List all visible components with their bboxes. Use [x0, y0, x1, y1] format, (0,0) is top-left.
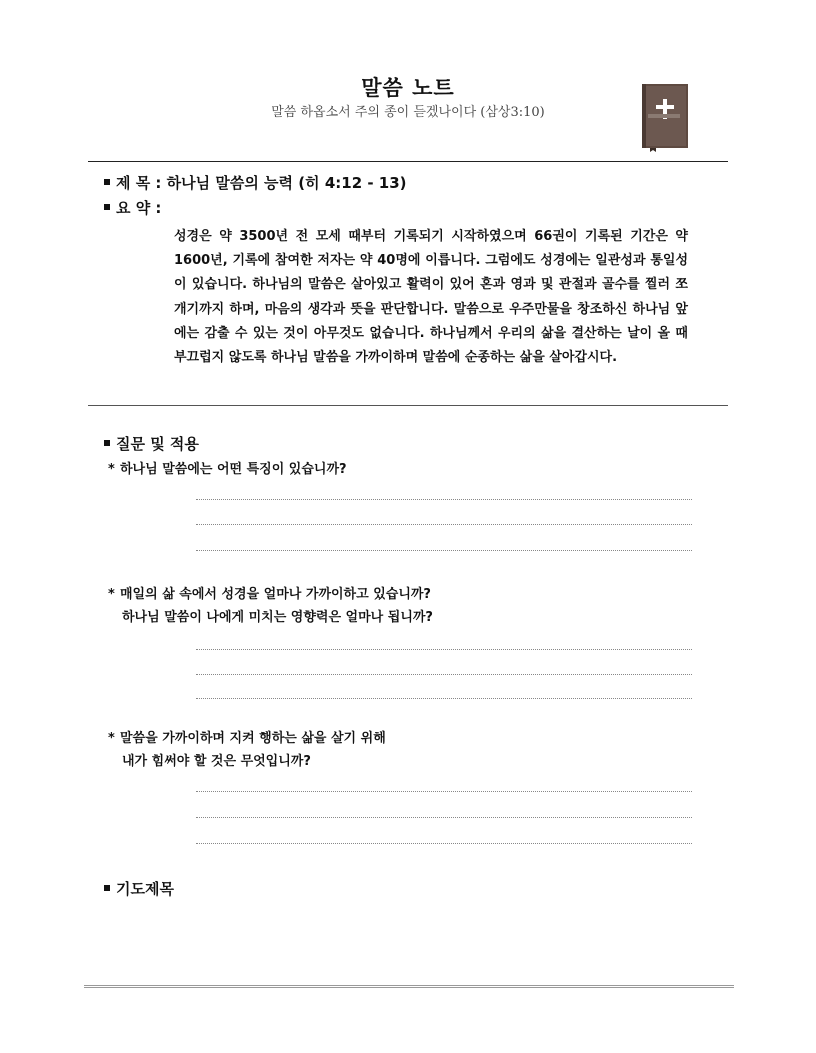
answer-line[interactable]	[196, 698, 692, 699]
bottom-divider	[84, 985, 734, 988]
answer-line[interactable]	[196, 791, 692, 792]
bullet-square-icon	[104, 179, 110, 185]
prayer-label: 기도제목	[116, 880, 174, 898]
topic-label: 제 목 :	[116, 174, 162, 192]
topic-text: 하나님 말씀의 능력 (히 4:12 - 13)	[166, 174, 407, 192]
answer-line[interactable]	[196, 649, 692, 650]
answer-line[interactable]	[196, 843, 692, 844]
star-icon: *	[108, 462, 115, 477]
question-2-text-2: 하나님 말씀이 나에게 미치는 영향력은 얼마나 됩니까?	[122, 610, 433, 625]
prayer-heading	[104, 878, 174, 899]
questions-label: 질문 및 적용	[116, 435, 199, 453]
answer-line[interactable]	[196, 499, 692, 500]
middle-divider	[88, 405, 728, 406]
page-title: 말씀 노트	[361, 76, 455, 100]
bullet-square-icon	[104, 204, 110, 210]
bible-icon	[640, 82, 692, 152]
question-1	[108, 458, 347, 481]
answer-line[interactable]	[196, 674, 692, 675]
answer-line[interactable]	[196, 524, 692, 525]
question-3-text-1: 말씀을 가까이하며 지켜 행하는 삶을 살기 위해	[120, 731, 386, 746]
star-icon: *	[108, 731, 115, 746]
bullet-square-icon	[104, 440, 110, 446]
question-2-text-1: 매일의 삶 속에서 성경을 얼마나 가까이하고 있습니까?	[120, 587, 431, 602]
top-divider	[88, 161, 728, 162]
summary-label: 요 약 :	[116, 199, 162, 217]
question-1-text: 하나님 말씀에는 어떤 특징이 있습니까?	[120, 462, 347, 477]
summary-heading	[104, 197, 161, 218]
summary-text: 성경은 약 3500년 전 모세 때부터 기록되기 시작하였으며 66권이 기록된 기간은 약 1600년, 기록에 참여한 저자는 약 40명에 이릅니다. 그럼에도 성경에는 일관성과 통일성이 있습니다. 하나님의 말씀은 살아있고 활력이 있어 혼과 영과 및 관절과 골수를 찔러 쪼개기까지 하며, 마음의 생각과 뜻을 판단합니다. 말씀으로 우주만물을 창조하신 하나님 앞에는 감출 수 있는 것이 아무것도 없습니다. 하나님께서 우리의 삶을 결산하는 날이 올 때 부끄럽지 않도록 하나님 말씀을 가까이하며 말씀에 순종하는 삶을 살아갑시다.	[174, 229, 688, 366]
question-3	[108, 727, 386, 773]
answer-line[interactable]	[196, 550, 692, 551]
questions-heading	[104, 433, 199, 454]
question-2	[108, 583, 433, 629]
answer-line[interactable]	[196, 817, 692, 818]
star-icon: *	[108, 587, 115, 602]
question-3-text-2: 내가 힘써야 할 것은 무엇입니까?	[122, 754, 311, 769]
bullet-square-icon	[104, 885, 110, 891]
topic-row	[104, 172, 407, 193]
page-subtitle: 말씀 하옵소서 주의 종이 듣겠나이다 (삼상3:10)	[271, 105, 545, 120]
